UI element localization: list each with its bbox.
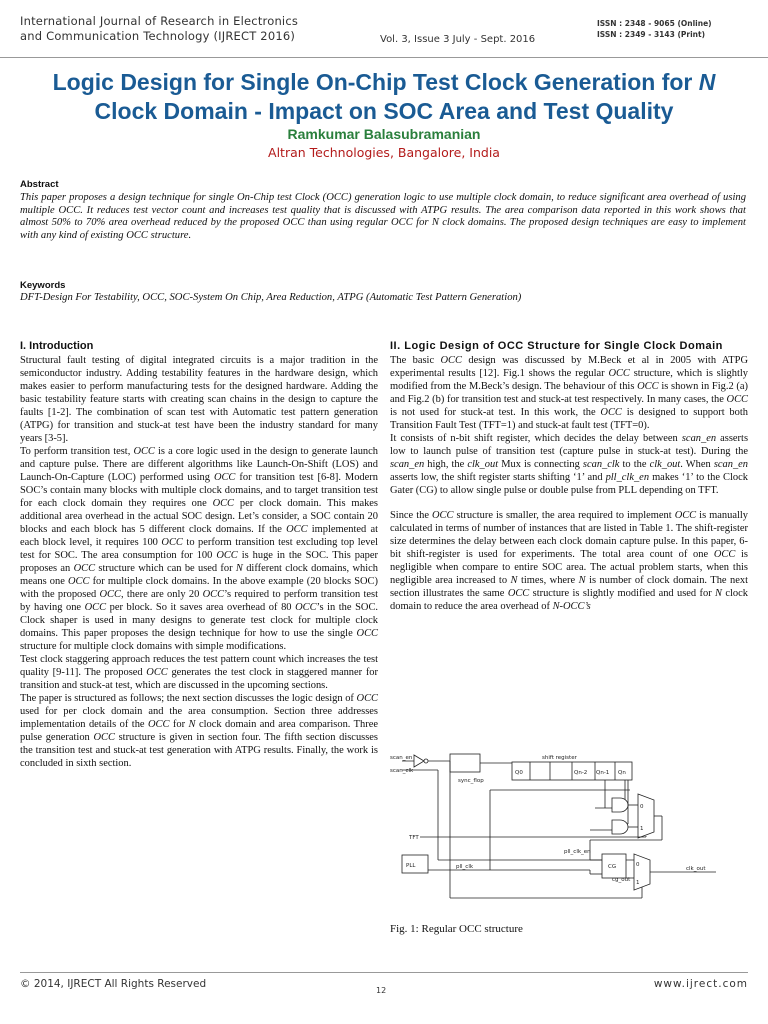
journal-name [20, 14, 350, 44]
label-qn2: Qn-2 [574, 770, 588, 776]
abstract-text: This paper proposes a design technique for single On-Chip test Clock (OCC) generation logic to use multiple clock domain, to reduce significant area overhead of using multiple OCC. It reduces test vector count and increases test quality that is discussed with ATPG results. The area comparison data reported in this work shows that almost 50% to 70% area overhead reduced by the proposed OCC than using regular OCC for N clock domains. The proposed design techniques are easy to implement with any kind of existing OCC structure. [20, 192, 746, 241]
intro-paragraph-1: Structural fault testing of digital integrated circuits is a major tradition in the semiconductor industry. Adding testability features in the hardware design, which makes easier to perform manufacturing tests for the designed hardware. Adding the basic testability feature starts with creating scan chains in the design to capture the faults [1-2]. The combination of scan test with Automatic test pattern generation (ATPG) for transition and stuck-at test have been the industry standard for many years [3-5]. [20, 355, 378, 444]
label-mux2-in1: 1 [636, 880, 640, 886]
label-mux1-in1: 1 [640, 826, 644, 832]
issn-block [597, 18, 712, 40]
title-line1: Logic Design for Single On-Chip Test Clock Generation for [52, 69, 699, 95]
label-tft: TFT [409, 835, 419, 841]
label-qn1: Qn-1 [596, 770, 610, 776]
paper-title [20, 68, 748, 126]
figure-caption: Fig. 1: Regular OCC structure [390, 923, 523, 935]
label-pll-clk: pll_clk [456, 864, 474, 870]
label-qn: Qn [618, 770, 626, 776]
footer-copyright: © 2014, IJRECT All Rights Reserved [20, 978, 207, 990]
section2-paragraph-3: Since the OCC structure is smaller, the area required to implement OCC is manually calculated in terms of number of instances that are listed in Table 1. The shift-register size determines the delay between each clock domain capture pulse. In this paper, 6-bit shift-register is used for experiments. The total area count of one OCC is negligible when compare to entire SOC area. The actual problem starts, when this negligible area increased to N times, where N is number of clock domain. The next section illustrates the same OCC structure is slightly modified and used for N clock domain to reduce the area overhead of N-OCC’s [390, 510, 748, 612]
label-cg-out: cg_out [612, 877, 631, 883]
label-scan-clk: scan_clk [390, 768, 414, 774]
inverter-bubble [424, 759, 428, 763]
volume-issue: Vol. 3, Issue 3 July - Sept. 2016 [380, 34, 536, 45]
column-right [390, 340, 748, 613]
intro-heading: I. Introduction [20, 340, 94, 352]
keywords-heading: Keywords [20, 280, 66, 291]
label-scan-en: scan_en [390, 755, 413, 761]
issn-print: ISSN : 2349 - 3143 (Print) [597, 30, 705, 39]
occ-circuit-diagram [390, 750, 720, 922]
column-left [20, 340, 378, 770]
label-sync-flop: sync_flop [458, 778, 484, 784]
keywords-text: DFT-Design For Testability, OCC, SOC-System On Chip, Area Reduction, ATPG (Automatic Test Pattern Generation) [20, 292, 522, 303]
label-pll-clk-en: pll_clk_en [564, 849, 591, 855]
title-line2: Clock Domain - Impact on SOC Area and Test Quality [94, 98, 674, 124]
journal-name-line1: International Journal of Research in Electronics [20, 14, 299, 28]
section2-paragraph-2: It consists of n-bit shift register, which decides the delay between scan_en asserts low to launch pulse of transition test (capture pulse in stuck-at test). During the scan_en high, the clk_out Mux is connecting scan_clk to the clk_out. When scan_en asserts low, the shift register starts shifting ‘1’ and pll_clk_en makes ‘1’ to the Clock Gater (CG) to allow single pulse or double pulse from PLL depending on TFT. [390, 433, 749, 496]
abstract-heading: Abstract [20, 179, 59, 190]
journal-name-line2: and Communication Technology (IJRECT 2016) [20, 29, 296, 43]
label-q0: Q0 [515, 770, 523, 776]
and-gate-1 [612, 798, 628, 812]
label-mux1-in0: 0 [640, 804, 644, 810]
section2-heading: II. Logic Design of OCC Structure for Single Clock Domain [390, 340, 723, 352]
author-name: Ramkumar Balasubramanian [287, 126, 481, 142]
and-gate-2 [612, 820, 628, 834]
intro-paragraph-3: Test clock staggering approach reduces the test pattern count which increases the test quality [9-11]. The proposed OCC generates the test clock in staggered manner for transition and stuck-at test, which are discussed in the upcoming sections. [20, 654, 378, 691]
section2-paragraph-1: The basic OCC design was discussed by M.Beck et al in 2005 with ATPG experimental results [12]. Fig.1 shows the regular OCC structure, which is slightly modified from the M.Beck’s design. The behaviour of this OCC is shown in Fig.2 (a) and Fig.2 (b) for transition test and stuck-at test respectively. In many cases, the OCC is not used for stuck-at test. In this work, the OCC is designed to support both Transition Fault Test (TFT=1) and stuck-at fault test (TFT=0). [390, 355, 749, 431]
footer-website[interactable]: www.ijrect.com [653, 978, 748, 990]
label-clk-out: clk_out [686, 866, 706, 872]
intro-paragraph-2: To perform transition test, OCC is a core logic used in the design to generate launch and capture pulse. There are different algorithms like Launch-On-Shift (LOS) and Launch-On-Capture (LOC) performed using OCC for transition test [6-8]. Modern SOC’s contain many blocks with multiple clock domains, and to target transition test for each clock domain they requires one OCC per clock domain. This makes additional area overhead in the actual SOC design. Let’s consider, a SOC contain 20 blocks and each block has 5 different clock domains. If the OCC implemented at each block level, it requires 100 OCC to perform transition test excluding top level test for SOC. The area consumption for 100 OCC is huge in the SOC. This paper proposes an OCC structure which can be used for N different clock domains, which means one OCC for multiple clock domains. In the above example (20 blocks SOC) with the proposed OCC, there are only 20 OCC’s required to perform transition test by having one OCC per block. So it saves area overhead of 80 OCC’s in the SOC. Clock shaper is used in many designs to generate test clock for multiple clock domains. This paper proposes the design technique for how to use the single OCC structure for multiple clock domains with simple modifications. [20, 446, 379, 652]
label-cg: CG [608, 864, 617, 870]
inverter-gate [414, 755, 424, 767]
header-rule [0, 57, 768, 58]
title-n: N [698, 69, 716, 95]
label-shift-register: shift register [542, 755, 577, 761]
intro-paragraph-4: The paper is structured as follows; the next section discusses the logic design of OCC used for per clock domain and the area consumption. Section three addresses implementation details of the OCC for N clock domain and area comparison. Three pulse generation OCC structure is given in section four. The fifth section discusses the transition test and stuck-at test generation with ATPG results. Finally, the work is concluded in sixth section. [20, 693, 379, 769]
page-number: 12 [376, 986, 387, 995]
footer-rule [20, 972, 748, 973]
affiliation: Altran Technologies, Bangalore, India [268, 145, 500, 160]
label-pll: PLL [406, 863, 416, 869]
sync-flop-box [450, 754, 480, 772]
label-mux2-in0: 0 [636, 862, 640, 868]
issn-online: ISSN : 2348 - 9065 (Online) [597, 19, 712, 28]
